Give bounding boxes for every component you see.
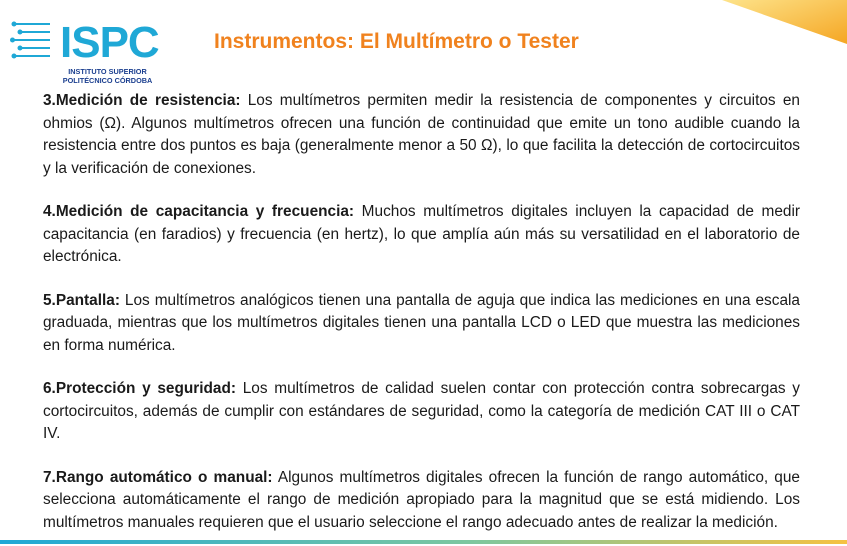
section-proteccion (43, 378, 800, 446)
section-capacitancia (43, 201, 800, 269)
section-rango (43, 467, 800, 535)
section-body: Algunos multímetros digitales ofrecen la función de rango automático, que selecciona automáticamente el rango de medición apropiado para la magnitud que se está midiendo. Los multímetros manuales requieren que el usuario seleccione el rango adecuado antes de realizar la medición. (43, 468, 800, 531)
section-body: Los multímetros analógicos tienen una pantalla de aguja que indica las mediciones en una escala graduada, mientras que los multímetros digitales tienen una pantalla LCD o LED que muestra las mediciones en forma numérica. (43, 291, 800, 354)
logo-subtitle-line1: INSTITUTO SUPERIOR (68, 67, 147, 76)
section-heading: 7.Rango automático o manual: (43, 468, 273, 486)
circuit-icon (10, 16, 60, 66)
bottom-divider (0, 540, 847, 544)
section-heading: 5.Pantalla: (43, 291, 120, 309)
section-heading: 3.Medición de resistencia: (43, 92, 241, 109)
slide-title: Instrumentos: El Multímetro o Tester (214, 30, 579, 53)
section-resistencia (43, 90, 800, 180)
logo-wordmark: ISPC (60, 18, 159, 67)
slide-content (43, 90, 800, 546)
section-pantalla (43, 290, 800, 358)
section-heading: 4.Medición de capacitancia y frecuencia: (43, 203, 355, 220)
logo-subtitle (60, 67, 155, 85)
logo-subtitle-line2: POLITÉCNICO CÓRDOBA (62, 76, 153, 85)
section-body: Los multímetros de calidad suelen contar con protección contra sobrecargas y cortocircuitos, además de cumplir con estándares de seguridad, como la categoría de medición CAT III o CAT IV. (43, 380, 800, 442)
section-body: Los multímetros permiten medir la resistencia de componentes y circuitos en ohmios (Ω). Algunos multímetros ofrecen una función de continuidad que emite un tono audible cuando la resistencia entre dos puntos es baja (generalmente menor a 50 Ω), lo que facilita la detección de cortocircuitos y la verificación de conexiones. (43, 92, 800, 177)
section-body: Muchos multímetros digitales incluyen la capacidad de medir capacitancia (en faradios) y frecuencia (en hertz), lo que amplía aún más su versatilidad en el laboratorio de electrónica. (43, 203, 801, 265)
ispc-logo (10, 10, 159, 85)
section-heading: 6.Protección y seguridad: (43, 380, 237, 397)
